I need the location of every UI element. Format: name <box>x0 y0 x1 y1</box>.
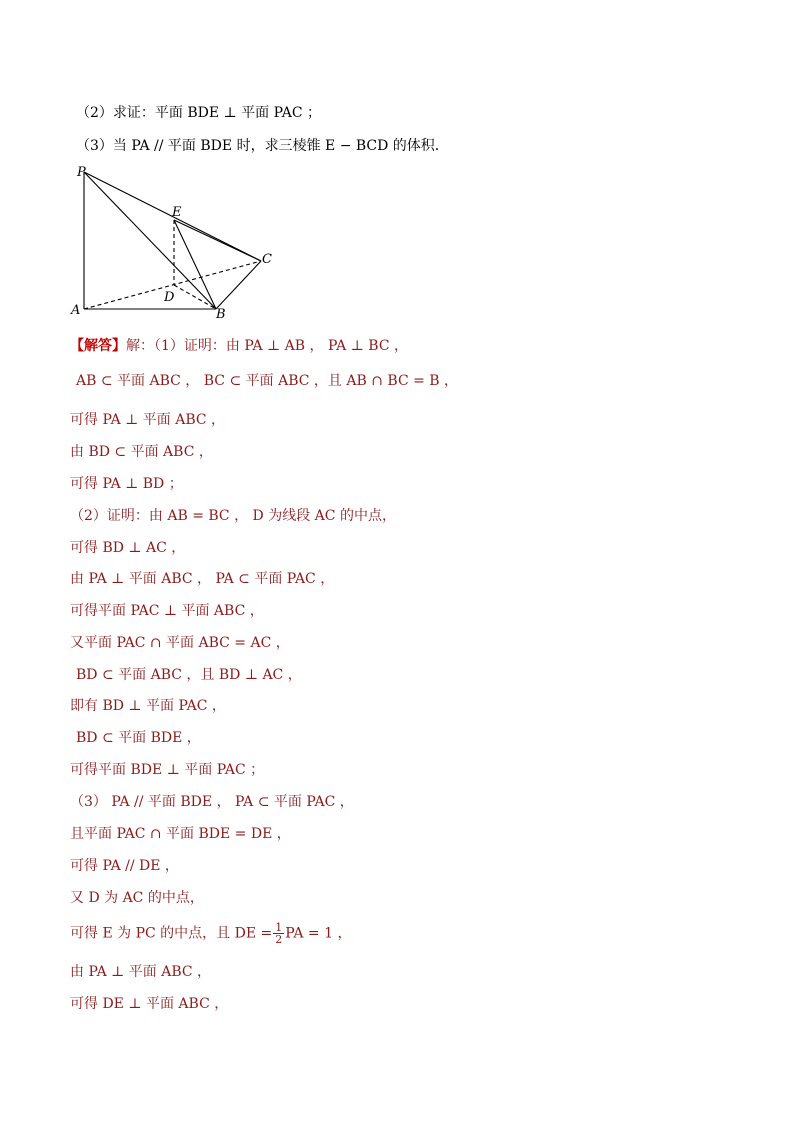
answer-line-6: （2）证明：由 AB = BC ， D 为线段 AC 的中点， <box>70 508 396 524</box>
answer-line-5: 可得 PA ⊥ BD ； <box>70 476 183 492</box>
fraction-denominator: 2 <box>275 933 283 946</box>
answer-line-20: 由 PA ⊥ 平面 ABC ， <box>70 964 212 980</box>
label-A: A <box>71 303 81 318</box>
edge-PB <box>84 172 216 309</box>
answer-line-1: 解：（1）证明：由 PA ⊥ AB ， PA ⊥ BC ， <box>126 338 408 354</box>
line19-pre: 可得 E 为 PC 的中点，且 DE = <box>70 925 273 942</box>
answer-first-line <box>70 336 408 356</box>
answer-line-2: AB ⊂ 平面 ABC ， BC ⊂ 平面 ABC ，且 AB ∩ BC = B ， <box>76 373 459 389</box>
answer-line-9: 可得平面 PAC ⊥ 平面 ABC ， <box>70 603 264 619</box>
edge-DB-dashed <box>174 285 216 309</box>
edge-EC <box>174 220 261 261</box>
answer-line-7: 可得 BD ⊥ AC ， <box>70 540 186 556</box>
answer-line-17: 可得 PA // DE ， <box>70 858 179 874</box>
answer-line-4: 由 BD ⊂ 平面 ABC ， <box>70 444 213 460</box>
label-P: P <box>77 165 86 180</box>
answer-line-13: BD ⊂ 平面 BDE ， <box>76 730 201 746</box>
answer-line-19 <box>70 922 351 945</box>
question-part-2: （2）求证：平面 BDE ⊥ 平面 PAC ； <box>76 105 322 121</box>
question-part-3: （3）当 PA // 平面 BDE 时，求三棱锥 E − BCD 的体积． <box>76 138 449 154</box>
answer-tag: 【解答】 <box>70 338 126 354</box>
answer-line-15: （3） PA // 平面 BDE ， PA ⊂ 平面 PAC ， <box>70 794 354 810</box>
label-B: B <box>216 307 226 322</box>
answer-line-11: BD ⊂ 平面 ABC ，且 BD ⊥ AC ， <box>76 667 302 683</box>
edge-EB <box>174 220 216 309</box>
answer-line-10: 又平面 PAC ∩ 平面 ABC = AC ， <box>70 635 290 651</box>
fraction-numerator: 1 <box>275 921 283 934</box>
answer-line-14: 可得平面 BDE ⊥ 平面 PAC ； <box>70 762 265 778</box>
fraction-one-half <box>273 922 284 945</box>
edge-BC <box>216 261 261 309</box>
answer-line-16: 且平面 PAC ∩ 平面 BDE = DE ， <box>70 826 291 842</box>
answer-line-12: 即有 BD ⊥ 平面 PAC ， <box>70 698 226 714</box>
answer-line-3: 可得 PA ⊥ 平面 ABC ， <box>70 412 226 428</box>
pyramid-figure <box>66 162 286 322</box>
answer-line-18: 又 D 为 AC 的中点， <box>70 890 204 906</box>
label-D: D <box>164 290 175 305</box>
line19-post: PA = 1 ， <box>285 925 352 942</box>
answer-line-8: 由 PA ⊥ 平面 ABC ， PA ⊂ 平面 PAC ， <box>70 571 335 587</box>
label-C: C <box>262 252 272 267</box>
label-E: E <box>172 205 182 220</box>
answer-line-21: 可得 DE ⊥ 平面 ABC ， <box>70 996 229 1012</box>
